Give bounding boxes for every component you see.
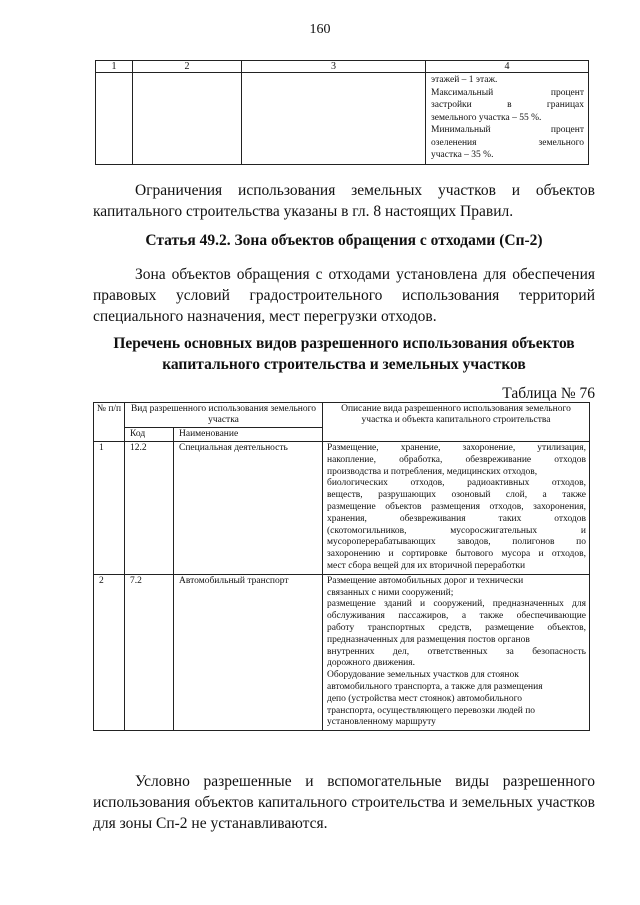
table-caption: Таблица № 76 (502, 385, 595, 402)
table-row (94, 574, 590, 730)
page-number: 160 (309, 22, 331, 37)
desc-line: мусороперерабатывающих заводов, полигонов по (327, 537, 586, 548)
desc-line: транспорта, осуществляющего перевозки людей по (327, 705, 536, 716)
desc-line: депо (устройства мест стоянок) автомобильного (327, 693, 522, 704)
table-row (94, 442, 590, 575)
desc-line: хранения, обезвреживания таких отходов (327, 513, 586, 524)
col-header-4: 4 (426, 61, 589, 73)
header-name: Наименование (174, 428, 323, 442)
col-header-1: 1 (96, 61, 133, 73)
permitted-use-table (93, 402, 590, 731)
text-line: специального назначения, мест перегрузки отходов. (93, 308, 437, 325)
table-cell-empty (242, 73, 426, 165)
header-code: Код (125, 428, 174, 442)
conditional-uses-paragraph (93, 771, 595, 834)
header-description: Описание вида разрешенного использования земельного участка и объекта капитального строительства (323, 403, 590, 442)
row-name: Специальная деятельность (174, 442, 323, 575)
text-line: Условно разрешенные и вспомогательные виды разрешенного (135, 773, 595, 790)
table-row (96, 73, 589, 165)
continuation-table (95, 60, 589, 165)
desc-line: дорожного движения. (327, 658, 416, 669)
table-header-row (94, 403, 590, 428)
col-header-2: 2 (133, 61, 242, 73)
row-number: 1 (94, 442, 125, 575)
text-line: Зона объектов обращения с отходами установлена для обеспечения (135, 266, 595, 283)
table-cell-empty (133, 73, 242, 165)
cell-line: земельного участка – 55 %. (431, 112, 542, 123)
desc-line: накопление, обработка, обезвреживание отходов (327, 454, 586, 465)
desc-line: (скотомогильников, мусоросжигательных и (327, 525, 586, 536)
desc-line: веществ, разрушающих озоновый слой, а также (327, 490, 586, 501)
header-number: № п/п (94, 403, 125, 442)
desc-line: Оборудование земельных участков для стоянок (327, 670, 519, 681)
cell-line: застройки в границах (431, 100, 584, 110)
row-number: 2 (94, 574, 125, 730)
desc-line: внутренних дел, ответственных за безопасность (327, 646, 586, 657)
list-heading (93, 333, 595, 375)
table-header-row (96, 61, 589, 73)
row-description (323, 574, 590, 730)
cell-line: Минимальный процент (431, 125, 584, 135)
cell-line: Максимальный процент (431, 87, 584, 98)
text-line: Ограничения использования земельных участков и объектов (135, 182, 595, 199)
desc-line: Размещение автомобильных дорог и технически (327, 575, 524, 586)
zone-description-paragraph (93, 264, 595, 327)
desc-line: размещение зданий и сооружений, предназначенных для (327, 599, 586, 610)
desc-line: захоронению и сортировке бытового мусора и отходов, (327, 549, 586, 560)
row-description (323, 442, 590, 575)
cell-line: участка – 35 %. (431, 150, 494, 160)
desc-line: биологических отходов, радиоактивных отходов, (327, 478, 586, 489)
desc-line: автомобильного транспорта, а также для размещения (327, 681, 543, 692)
text-line: капитального строительства указаны в гл. 8 настоящих Правил. (93, 203, 514, 220)
text-line: для зоны Сп-2 не устанавливаются. (93, 815, 328, 832)
text-line: правовых условий градостроительного использования территорий (93, 287, 595, 304)
row-code: 12.2 (125, 442, 174, 575)
desc-line: производства и потребления, медицинских отходов, (327, 466, 538, 477)
desc-line: мест сбора вещей для их вторичной переработки (327, 560, 526, 571)
text-line: использования объектов капитального строительства и земельных участков (93, 794, 595, 811)
desc-line: связанных с ними сооружений; (327, 587, 454, 598)
header-use-type: Вид разрешенного использования земельного участка (125, 403, 323, 428)
list-heading-line: Перечень основных видов разрешенного использования объектов (113, 335, 575, 352)
article-heading: Статья 49.2. Зона объектов обращения с отходами (Сп-2) (145, 232, 543, 249)
desc-line: Размещение, хранение, захоронение, утилизация, (327, 443, 586, 453)
desc-line: обслуживания пассажиров, а также обеспечивающие (327, 611, 586, 622)
parameters-cell (426, 73, 589, 165)
cell-line: озеленения земельного (431, 137, 584, 148)
list-heading-line: капитального строительства и земельных участков (162, 356, 526, 373)
desc-line: установленному маршруту (327, 717, 436, 728)
row-code: 7.2 (125, 574, 174, 730)
restrictions-paragraph (93, 180, 595, 222)
desc-line: работу транспортных средств, размещение объектов, (327, 622, 586, 633)
row-name: Автомобильный транспорт (174, 574, 323, 730)
table-cell-empty (96, 73, 133, 165)
cell-line: этажей – 1 этаж. (431, 75, 498, 85)
desc-line: размещение объектов размещения отходов, захоронения, (327, 501, 586, 512)
desc-line: предназначенных для размещения постов органов (327, 634, 530, 645)
col-header-3: 3 (242, 61, 426, 73)
